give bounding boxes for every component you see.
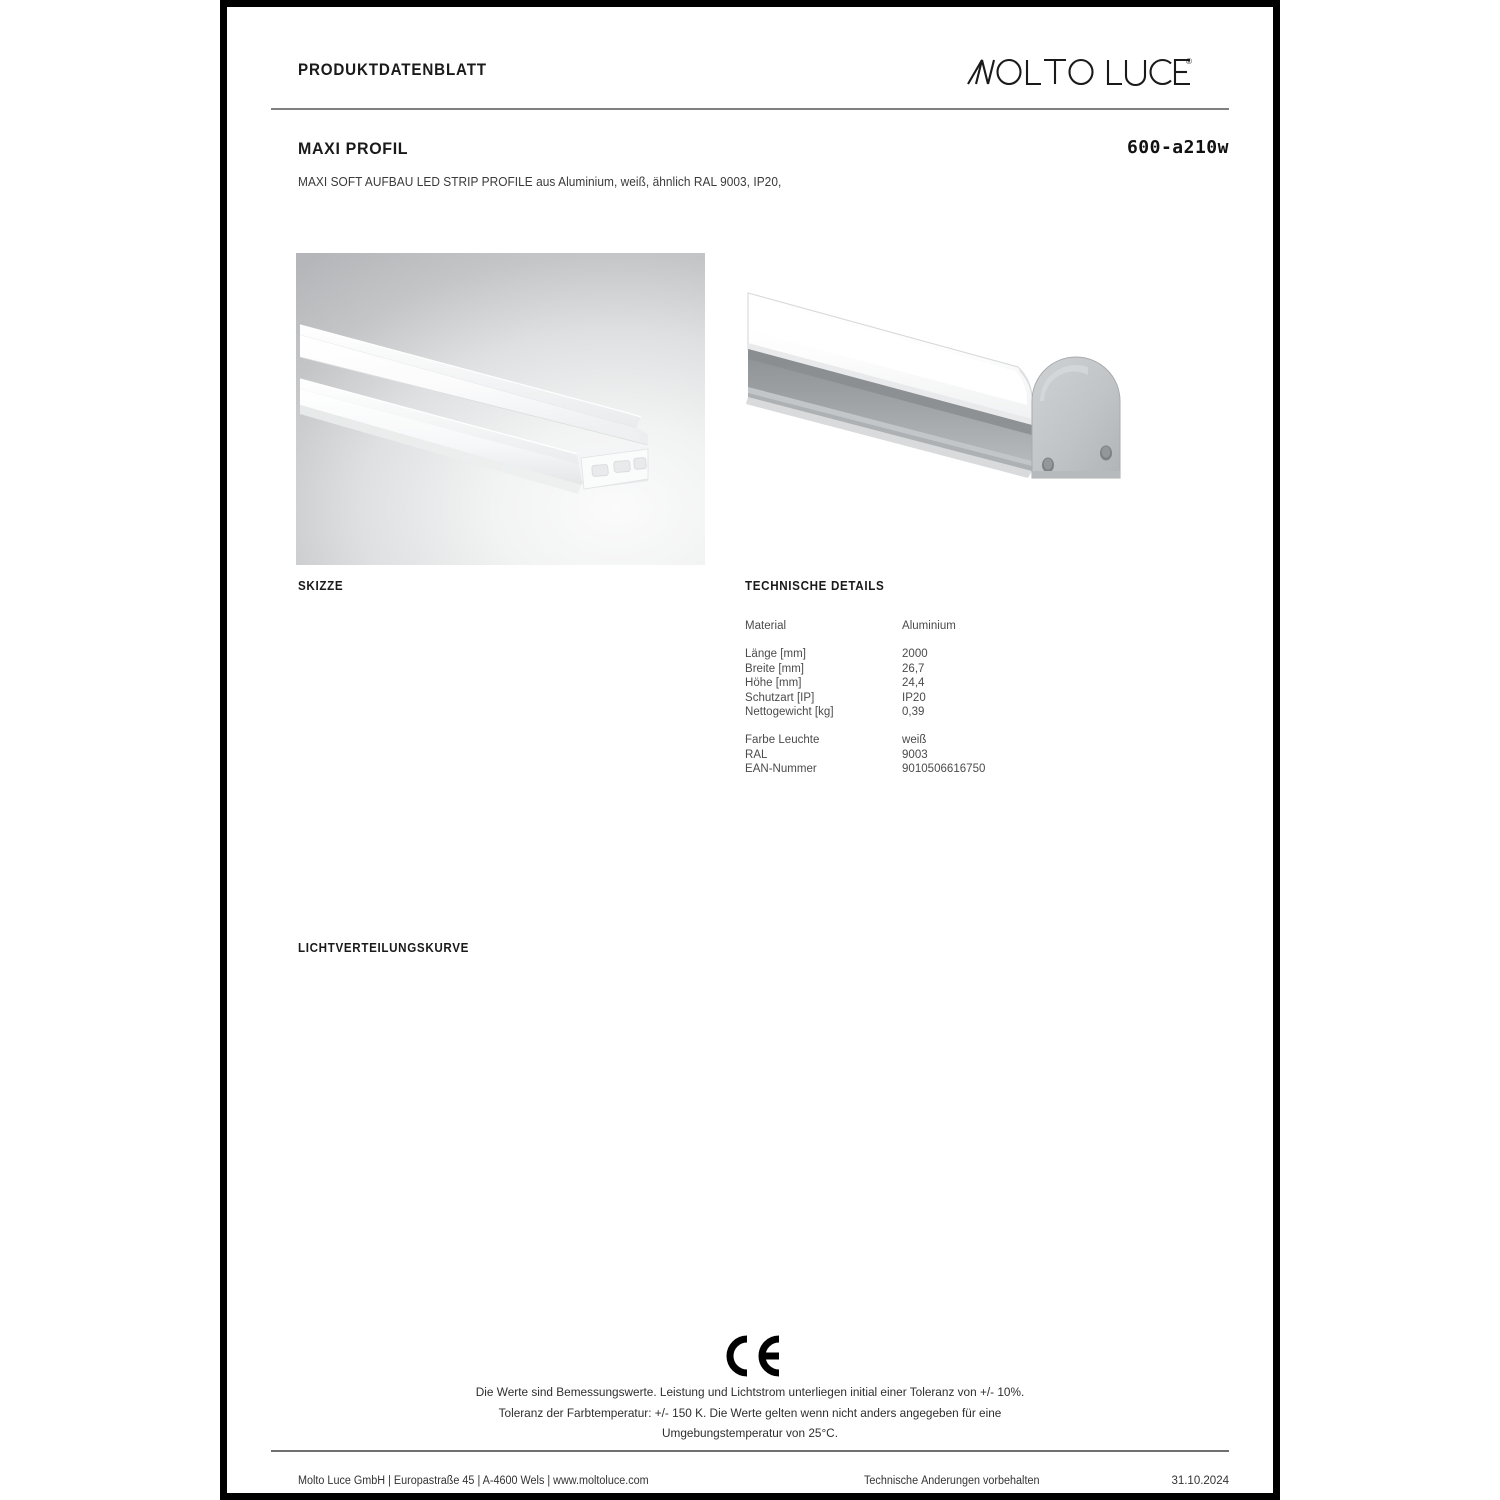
disclaimer-line-2: Toleranz der Farbtemperatur: +/- 150 K. Die Werte gelten wenn nicht anders angegeben für eine [498,1405,1002,1420]
product-name: MAXI PROFIL [298,139,409,158]
spec-value: 26,7 [902,662,925,675]
spec-value: 0,39 [902,705,925,718]
spec-group-gap [745,633,1165,647]
disclaimer-line-3: Umgebungstemperatur von 25°C. [661,1426,838,1440]
table-row [745,647,1165,661]
spec-label: EAN-Nummer [745,763,817,776]
table-row [745,733,1165,747]
spec-value: Aluminium [902,620,956,632]
spec-label: Schutzart [IP] [745,691,815,704]
table-row [745,748,1165,762]
disclaimer-line-1: Die Werte sind Bemessungswerte. Leistung und Lichtstrom unterliegen initial einer Toleranz von +/- 10%. [475,1385,1025,1399]
spec-value: 2000 [902,648,928,661]
product-render [732,275,1152,510]
light-distribution-caption: LICHTVERTEILUNGSKURVE [298,941,470,955]
svg-text:®: ® [1186,57,1192,66]
datasheet-sheet [227,7,1273,1493]
table-row [745,762,1165,776]
product-photo [296,253,705,565]
header-divider [271,108,1229,110]
disclaimer-text [344,1382,1156,1444]
sketch-section-caption: SKIZZE [298,579,344,593]
product-code: 600-a210w [1126,137,1229,158]
technical-details-caption: TECHNISCHE DETAILS [745,579,885,593]
spec-label: RAL [745,748,768,761]
spec-value: 9010506616750 [902,763,986,776]
technical-details-table [745,619,1165,777]
footer-company-info: Molto Luce GmbH | Europastraße 45 | A-4600 Wels | www.moltoluce.com [298,1475,649,1487]
page-title: PRODUKTDATENBLATT [298,61,487,79]
product-description: MAXI SOFT AUFBAU LED STRIP PROFILE aus Aluminium, weiß, ähnlich RAL 9003, IP20, [298,175,782,189]
footer-notice: Technische Änderungen vorbehalten [864,1475,1040,1487]
spec-value: weiß [902,734,927,747]
table-row [745,676,1165,690]
spec-label: Länge [mm] [745,648,806,661]
footer-divider [271,1450,1229,1452]
spec-label: Breite [mm] [745,662,805,675]
spec-label: Material [745,620,787,632]
spec-group-gap [745,719,1165,733]
spec-label: Farbe Leuchte [745,734,820,747]
ce-mark-icon [227,1334,1273,1383]
footer-date: 31.10.2024 [1171,1475,1229,1487]
spec-label: Nettogewicht [kg] [745,705,834,718]
spec-value: IP20 [902,691,926,704]
spec-label: Höhe [mm] [745,677,802,690]
table-row [745,619,1165,633]
table-row [745,662,1165,676]
spec-value: 9003 [902,748,928,761]
spec-value: 24,4 [902,677,925,690]
table-row [745,691,1165,705]
molto-luce-logo [962,52,1192,92]
table-row [745,705,1165,719]
